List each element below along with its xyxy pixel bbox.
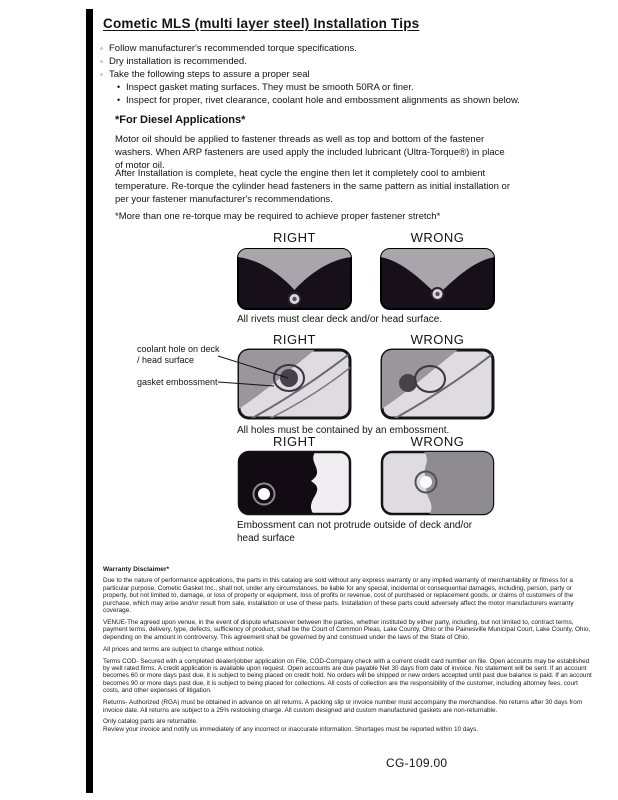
- right-column-label: RIGHT: [273, 434, 316, 449]
- left-margin-bar: [86, 9, 93, 793]
- disclaimer-paragraph: VENUE-The agreed upon venue, in the event of dispute whatsoever between the parties, whether instituted by either party, including, but not limited to, contract terms, payment terms, delivery, type, defects, sufficiency of product, shall be the Court of Common Pleas, Lake County, Ohio or the Painesville Municipal Court, Lake County, Ohio, depending on the amount in controversy. This agreement shall be governed by and construed under the laws of the State of Ohio.: [103, 618, 591, 641]
- embossment-wrong-figure: [380, 348, 495, 420]
- protrusion-right-diagram: [237, 450, 352, 516]
- diesel-paragraph-1: Motor oil should be applied to fastener threads as well as top and bottom of the fastener washers. When ARP fasteners are used apply the included lubricant (Ultra-Torque®) in place of motor oil.: [115, 134, 505, 171]
- protrusion-right-figure: [237, 450, 352, 516]
- bullet-marker: ◦: [100, 57, 103, 66]
- wrong-column-label: WRONG: [410, 434, 465, 449]
- wrong-column-label: WRONG: [410, 230, 465, 245]
- bullet-marker: •: [117, 95, 121, 105]
- tip-text: Dry installation is recommended.: [109, 56, 247, 67]
- rivet-right-figure: [237, 248, 352, 310]
- tip-text: Take the following steps to assure a proper seal: [109, 69, 310, 80]
- disclaimer-paragraph: Terms COD- Secured with a completed dealer/jobber application on File, COD-Company check with a current credit card number on file. Open accounts may be established by well rated firms. A credit application is available upon request. Open accounts are due payable Net 30 days from date of invoice. No statement will be sent. If an account becomes 60 or more days past due, it is subject to being placed on credit hold. No orders will be shipped or new orders accepted until past due balance is paid. If an account becomes 90 or more days past due, it is subject to being placed for collections. All costs of collection are the responsibility of the customer, including attorney fees, court costs, and other expenses of litigation.: [103, 657, 592, 695]
- diesel-paragraph-2: After Installation is complete, heat cycle the engine then let it completely cool to ambient temperature. Re-torque the cylinder head fasteners in the same pattern as initial installation or per your fastener manufacturer's recommendations.: [115, 168, 510, 205]
- rivet-wrong-diagram: [380, 248, 495, 310]
- rivets-caption: All rivets must clear deck and/or head surface.: [237, 314, 443, 325]
- protrude-caption: Embossment can not protrude outside of deck and/or head surface: [237, 520, 473, 544]
- deck-surface-shape: [422, 450, 495, 516]
- list-item: [117, 81, 520, 94]
- coolant-hole-annotation: coolant hole on deck / head surface: [137, 344, 220, 365]
- disclaimer-paragraph: Returns- Authorized (RGA) must be obtained in advance on all returns. A packing slip or invoice number must accompany the merchandise. No returns after 30 days from invoice date. All returns are subject to a 25% restocking charge. All custom designed and custom manufactured gaskets are non-returnable.: [103, 699, 583, 714]
- installation-tips-list: [100, 42, 520, 107]
- right-column-label: RIGHT: [273, 332, 316, 347]
- disclaimer-paragraph: Due to the nature of performance applications, the parts in this catalog are sold without any express warranty or any implied warranty of merchantability or fitness for a particular purpose. Cometic Gasket Inc., shall not, under any circumstances, be liable for any special, incidental or consequential damages, including, person, party or property, but not limited to, damage, or loss of property or equipment, loss of profits or revenue, cost of purchased or replacement goods, or claims of customers of the purchase, which may arise and/or result from sale, installation or use of these parts. Installation of these parts could adversely affect the motor manufacturers warranty coverage.: [103, 577, 574, 615]
- disclaimer-paragraph: Only catalog parts are returnable.: [103, 718, 198, 726]
- tip-text: Inspect gasket mating surfaces. They must be smooth 50RA or finer.: [126, 82, 414, 93]
- wrong-column-label: WRONG: [410, 332, 465, 347]
- bullet-marker: •: [117, 82, 121, 92]
- coolant-hole-icon: [420, 476, 432, 488]
- bullet-marker: ◦: [100, 44, 103, 53]
- rivet-right-diagram: [237, 248, 352, 310]
- tip-text: Inspect for proper, rivet clearance, coolant hole and embossment alignments as shown below.: [126, 95, 520, 106]
- coolant-hole-icon: [258, 488, 270, 500]
- deck-surface-shape: [237, 450, 317, 516]
- rivet-wrong-figure: [380, 248, 495, 310]
- list-item: [100, 55, 520, 68]
- diesel-applications-heading: *For Diesel Applications*: [115, 114, 246, 126]
- page-code: CG-109.00: [386, 756, 448, 770]
- right-column-label: RIGHT: [273, 230, 316, 245]
- list-item: [100, 42, 520, 55]
- protrusion-wrong-figure: [380, 450, 495, 516]
- disclaimer-paragraph: All prices and terms are subject to change without notice.: [103, 645, 265, 653]
- bullet-marker: ◦: [100, 70, 103, 79]
- page-title: Cometic MLS (multi layer steel) Installation Tips: [103, 16, 420, 31]
- warranty-disclaimer-section: [103, 566, 595, 738]
- retorque-note: *More than one re-torque may be required to achieve proper fastener stretch*: [115, 211, 441, 222]
- annotation-leader-lines: [216, 346, 306, 392]
- protrusion-wrong-diagram: [380, 450, 495, 516]
- embossment-wrong-diagram: [380, 348, 495, 420]
- list-item: [100, 68, 520, 81]
- holes-caption: All holes must be contained by an embossment.: [237, 425, 450, 436]
- gasket-embossment-annotation: gasket embossment: [137, 377, 218, 387]
- tip-text: Follow manufacturer's recommended torque specifications.: [109, 43, 357, 54]
- warranty-disclaimer-heading: Warranty Disclaimer*: [103, 566, 170, 573]
- disclaimer-paragraph: Review your invoice and notify us immediately of any incorrect or inaccurate information. Shortages must be reported within 10 days.: [103, 725, 479, 733]
- list-item: [117, 94, 520, 107]
